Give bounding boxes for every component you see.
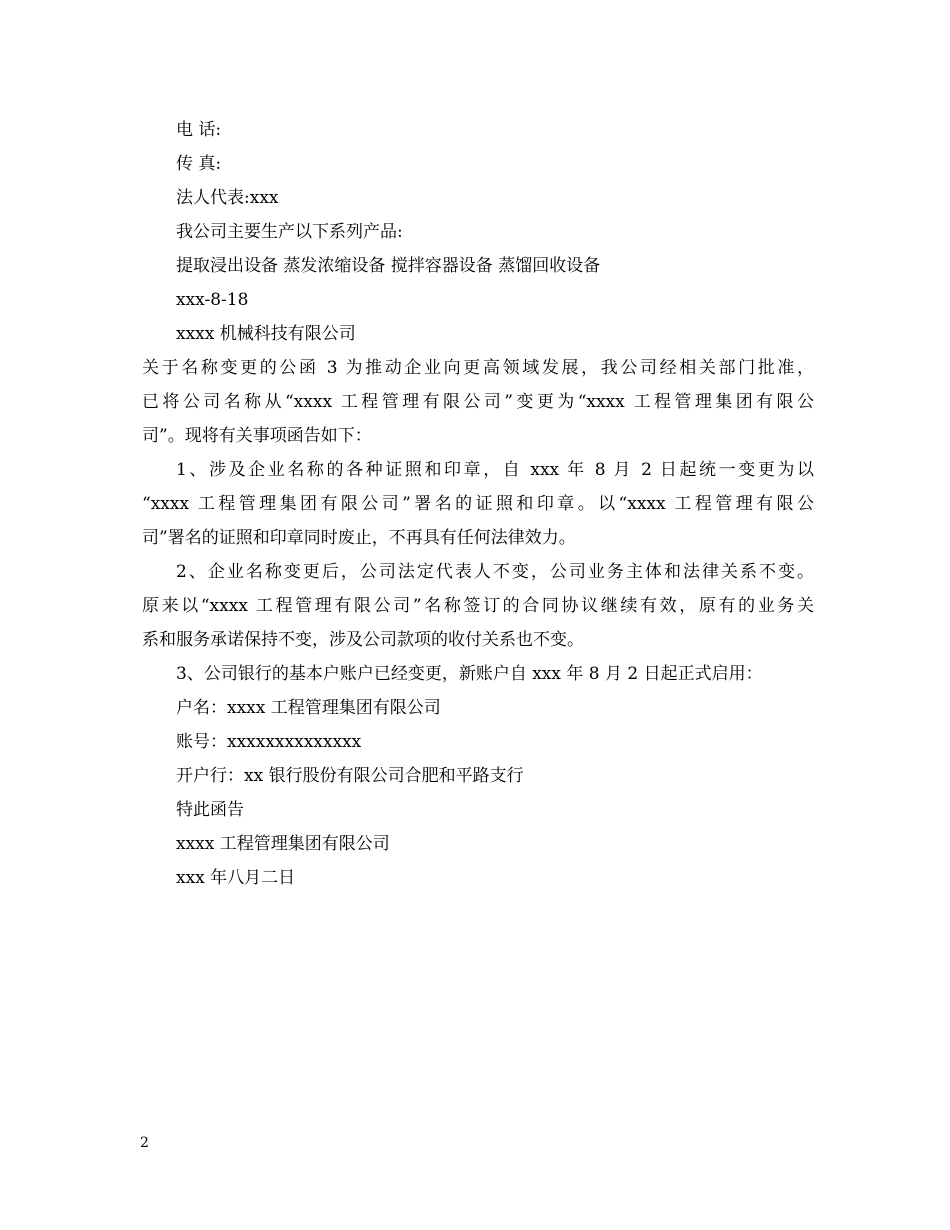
- closing-company-line: xxxx 工程管理集团有限公司: [176, 834, 390, 854]
- closing-notice-line: 特此函告: [176, 800, 244, 820]
- item3-line: 3、公司银行的基本户账户已经变更，新账户自 xxx 年 8 月 2 日起正式启用：: [176, 664, 763, 684]
- letter-intro-line: 已将公司名称从“xxxx 工程管理有限公司”变更为“xxxx 工程管理集团有限公: [142, 392, 814, 412]
- fax-line: 传 真:: [176, 154, 222, 174]
- header-date-line: xxx-8-18: [176, 290, 249, 310]
- phone-line: 电 话:: [176, 120, 222, 140]
- document-body: [142, 113, 814, 895]
- header-company-line: xxxx 机械科技有限公司: [176, 324, 356, 344]
- account-bank-line: 开户行：xx 银行股份有限公司合肥和平路支行: [176, 766, 524, 786]
- page-number: 2: [140, 1135, 149, 1151]
- item2-line: 2、企业名称变更后，公司法定代表人不变，公司业务主体和法律关系不变。: [176, 562, 814, 582]
- account-name-line: 户名：xxxx 工程管理集团有限公司: [176, 698, 441, 718]
- letter-title-line: 关于名称变更的公函 3 为推动企业向更高领域发展，我公司经相关部门批准，: [142, 358, 814, 378]
- item2-line: 系和服务承诺保持不变，涉及公司款项的收付关系也不变。: [142, 630, 584, 650]
- products-intro-line: 我公司主要生产以下系列产品:: [176, 222, 403, 242]
- letter-intro-line: 司”。现将有关事项函告如下：: [142, 426, 372, 446]
- legal-representative-line: 法人代表:xxx: [176, 188, 279, 208]
- product-list-line: 提取浸出设备 蒸发浓缩设备 搅拌容器设备 蒸馏回收设备: [176, 256, 601, 276]
- item2-line: 原来以“xxxx 工程管理有限公司”名称签订的合同协议继续有效，原有的业务关: [142, 596, 814, 616]
- account-number-line: 账号：xxxxxxxxxxxxxx: [176, 732, 362, 752]
- closing-date-line: xxx 年八月二日: [176, 868, 296, 888]
- item1-line: 1、涉及企业名称的各种证照和印章，自 xxx 年 8 月 2 日起统一变更为以: [176, 460, 814, 480]
- item1-line: “xxxx 工程管理集团有限公司”署名的证照和印章。以“xxxx 工程管理有限公: [142, 494, 814, 514]
- item1-line: 司”署名的证照和印章同时废止，不再具有任何法律效力。: [142, 528, 576, 548]
